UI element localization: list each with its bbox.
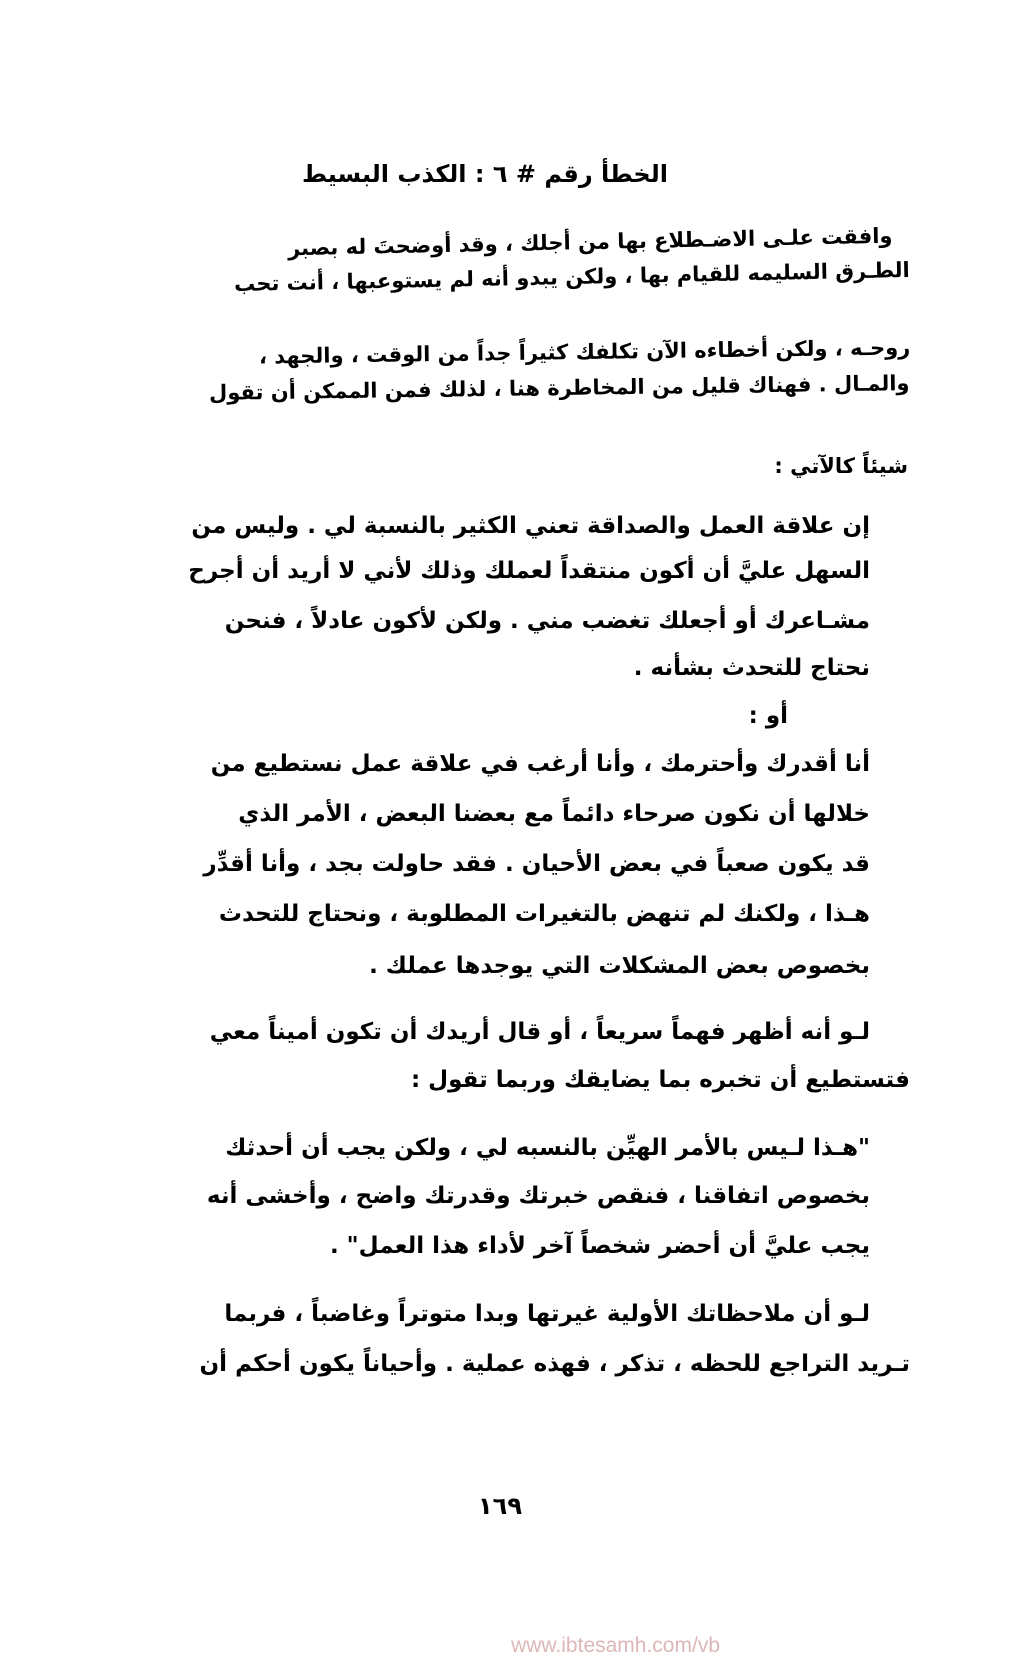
text-line: لـو أن ملاحظاتك الأولية غيرتها وبدا متوتراً وغاضباً ، فربما <box>224 1301 870 1327</box>
text-line: روحـه ، ولكن أخطاءه الآن تكلفك كثيراً جداً من الوقت ، والجهد ، <box>258 335 911 369</box>
text-line: والمـال . فهناك قليل من المخاطرة هنا ، لذلك فمن الممكن أن تقول <box>209 371 911 405</box>
text-line: فتستطيع أن تخبره بما يضايقك وربما تقول : <box>410 1067 910 1093</box>
text-line: أنا أقدرك وأحترمك ، وأنا أرغب في علاقة عمل نستطيع من <box>210 751 870 777</box>
text-line: أو : <box>748 703 788 729</box>
text-line: خلالها أن نكون صرحاء دائماً مع بعضنا البعض ، الأمر الذي <box>238 801 870 827</box>
text-line: قد يكون صعباً في بعض الأحيان . فقد حاولت بجد ، وأنا أقدِّر <box>203 851 870 877</box>
text-line: الطـرق السليمه للقيام بها ، ولكن يبدو أنه لم يستوعبها ، أنت تحب <box>234 257 911 297</box>
text-line: بخصوص بعض المشكلات التي يوجدها عملك . <box>369 953 870 979</box>
text-line: لـو أنه أظهر فهماً سريعاً ، أو قال أريدك أن تكون أميناً معي <box>209 1019 870 1045</box>
text-line: "هـذا لـيس بالأمر الهيِّن بالنسبه لي ، ولكن يجب أن أحدثك <box>225 1135 870 1161</box>
page-number: ١٦٩ <box>478 1492 522 1520</box>
text-line: بخصوص اتفاقنا ، فنقص خبرتك وقدرتك واضح ، وأخشى أنه <box>206 1183 870 1209</box>
text-line: هـذا ، ولكنك لم تنهض بالتغيرات المطلوبة ، ونحتاج للتحدث <box>218 901 870 927</box>
watermark-url: www.ibtesamh.com/vb <box>511 1634 720 1657</box>
text-line: إن علاقة العمل والصداقة تعني الكثير بالنسبة لي . وليس من <box>191 513 870 539</box>
text-line: وافقت علـى الاضـطلاع بها من أجلك ، وقد أوضحتَ له بصبر <box>287 223 893 261</box>
text-line: شيئاً كالآتي : <box>774 454 908 478</box>
text-line: يجب عليَّ أن أحضر شخصاً آخر لأداء هذا العمل" . <box>329 1233 870 1259</box>
text-line: مشـاعرك أو أجعلك تغضب مني . ولكن لأكون عادلاً ، فنحن <box>224 608 870 634</box>
text-line: نحتاج للتحدث بشأنه . <box>633 655 870 681</box>
text-line: السهل عليَّ أن أكون منتقداً لعملك وذلك لأني لا أريد أن أجرح <box>188 558 870 584</box>
section-title: الخطأ رقم # ٦ : الكذب البسيط <box>302 160 668 188</box>
text-line: تـريد التراجع للحظه ، تذكر ، فهذه عملية . وأحياناً يكون أحكم أن <box>199 1351 910 1377</box>
